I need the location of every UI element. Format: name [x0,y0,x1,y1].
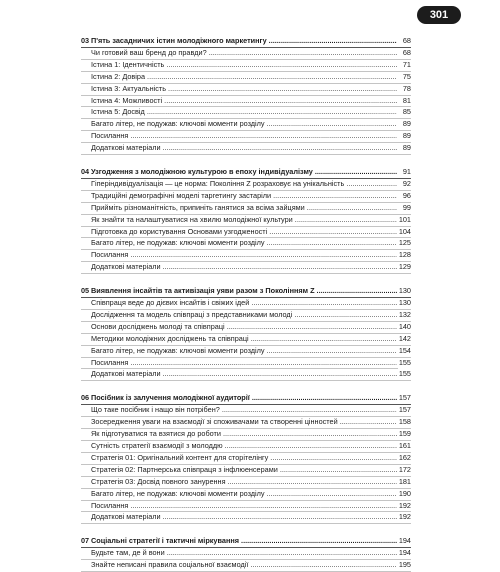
toc-entry-page: 155 [398,357,411,367]
page-number-badge: 301 [417,6,461,24]
toc-entry-page: 154 [398,345,411,355]
toc-entry-page: 101 [398,214,411,224]
chapter-heading[interactable] [81,284,411,298]
toc-entry[interactable] [81,369,411,381]
toc-entry-title: Істина 5: Досвід ..... [91,107,397,118]
toc-entry-page: 78 [402,83,411,93]
chapter-title: П'ять засадничих істин молодіжного маркетингу ..... [91,34,397,47]
toc-entry-page: 190 [398,488,411,498]
toc-entry-title: Додаткові матеріали ..... [91,512,397,523]
toc-entry-title: Багато літер, не подужав: ключові моменти розділу ..... [91,489,397,500]
toc-entry-title: Посилання ..... [91,131,397,142]
toc-entry[interactable] [81,262,411,274]
toc-entry[interactable] [81,322,411,334]
toc-entry[interactable] [81,298,411,310]
toc-entry-page: 162 [398,452,411,462]
toc-entry-page: 194 [398,548,411,558]
chapter-section [81,165,411,274]
chapter-section [81,391,411,524]
toc-entry-title: Що таке посібник і нащо він потрібен? ..... [91,405,397,416]
toc-entry-title: Істина 2: Довіра ..... [91,72,397,83]
chapter-title: Посібник із залучення молодіжної аудиторії ..... [91,391,397,404]
toc-entry-page: 130 [398,298,411,308]
toc-entry-title: Істина 3: Актуальність ..... [91,84,397,95]
toc-entry-title: Прийміть різноманітність, припиніть ганятися за всіма зайцями ..... [91,203,397,214]
toc-entry-page: 161 [398,441,411,451]
toc-entry[interactable] [81,143,411,155]
toc-entry-title: Посилання ..... [91,250,397,261]
toc-entry-title: Будьте там, де й вони ..... [91,548,397,559]
toc-entry[interactable] [81,501,411,513]
toc-entry-title: Зосередження уваги на взаємодії зі споживачами та створенні цінностей ..... [91,417,397,428]
toc-entry-title: Чи готовий ваш бренд до правди? ..... [91,48,397,59]
toc-entry-title: Багато літер, не подужав: ключові моменти розділу ..... [91,346,397,357]
toc-entry-title: Гіперіндивідуалізація — це норма: Покоління Z розраховує на унікальність ..... [91,179,397,190]
toc-entry-title: Як підготуватися та взятися до роботи ..... [91,429,397,440]
toc-entry[interactable] [81,417,411,429]
toc-entry[interactable] [81,238,411,250]
toc-entry[interactable] [81,131,411,143]
toc-entry[interactable] [81,227,411,239]
chapter-heading[interactable] [81,391,411,405]
chapter-number: 07 [81,536,90,546]
chapter-heading[interactable] [81,534,411,548]
toc-entry[interactable] [81,310,411,322]
toc-entry-page: 172 [398,464,411,474]
toc-entry-page: 92 [402,179,411,189]
toc-entry[interactable] [81,119,411,131]
toc-entry-title: Підготовка до користування Основами узгодженості ..... [91,227,397,238]
toc-entry-page: 75 [402,71,411,81]
toc-entry[interactable] [81,405,411,417]
toc-entry-page: 89 [402,119,411,129]
toc-entry-title: Стратегія 01: Оригінальний контент для сторітелінгу ..... [91,453,397,464]
chapter-page-number: 130 [398,286,411,296]
toc-entry-page: 125 [398,238,411,248]
toc-entry[interactable] [81,96,411,108]
chapter-section [81,284,411,381]
toc-entry-title: Істина 1: Ідентичність ..... [91,60,397,71]
toc-entry-page: 99 [402,202,411,212]
toc-entry[interactable] [81,477,411,489]
toc-entry-page: 181 [398,476,411,486]
chapter-page-number: 68 [402,36,411,45]
chapter-number: 03 [81,36,90,45]
toc-entry-page: 195 [398,560,411,570]
toc-entry-page: 158 [398,417,411,427]
toc-entry[interactable] [81,489,411,501]
toc-entry[interactable] [81,215,411,227]
toc-entry-page: 192 [398,512,411,522]
toc-entry-title: Багато літер, не подужав: ключові моменти розділу ..... [91,238,397,249]
toc-entry-title: Сутність стратегії взаємодії з молоддю ..... [91,441,397,452]
chapter-number: 05 [81,286,90,296]
toc-entry-page: 192 [398,500,411,510]
toc-entry[interactable] [81,48,411,60]
table-of-contents [81,34,411,572]
toc-entry-title: Стратегія 02: Партнерська співпраця з інфлюенсерами ..... [91,465,397,476]
toc-entry[interactable] [81,465,411,477]
chapter-title: Соціальні стратегії і тактичні міркування ..... [91,534,397,547]
toc-entry-page: 68 [402,48,411,57]
toc-entry-title: Основи досліджень молоді та співпраці ..... [91,322,397,333]
toc-entry[interactable] [81,560,411,572]
toc-entry[interactable] [81,429,411,441]
toc-entry-title: Як знайти та налаштуватися на хвилю молодіжної культури ..... [91,215,397,226]
toc-entry-title: Додаткові матеріали ..... [91,262,397,273]
toc-entry[interactable] [81,72,411,84]
toc-entry-title: Співпраця веде до дієвих інсайтів і свіжих ідей ..... [91,298,397,309]
toc-entry-page: 71 [402,59,411,69]
chapter-heading[interactable] [81,34,411,48]
chapter-section [81,34,411,155]
toc-entry-title: Додаткові матеріали ..... [91,369,397,380]
toc-entry-page: 85 [402,107,411,117]
toc-entry[interactable] [81,250,411,262]
toc-entry-title: Традиційні демографічні моделі таргетингу застаріли ..... [91,191,397,202]
toc-entry[interactable] [81,548,411,560]
toc-entry-title: Знайте неписані правила соціальної взаємодії ..... [91,560,397,571]
toc-entry[interactable] [81,191,411,203]
chapter-number: 04 [81,167,90,177]
toc-entry-page: 155 [398,369,411,379]
chapter-number: 06 [81,393,90,403]
chapter-title: Виявлення інсайтів та активізація уяви разом з Поколінням Z ..... [91,284,397,297]
toc-entry[interactable] [81,334,411,346]
toc-entry[interactable] [81,107,411,119]
toc-entry-title: Істина 4: Можливості ..... [91,96,397,107]
chapter-heading[interactable] [81,165,411,179]
toc-entry[interactable] [81,358,411,370]
chapter-title: Узгодження з молодіжною культурою в епоху індивідуалізму ..... [91,165,397,178]
toc-entry[interactable] [81,203,411,215]
toc-entry[interactable] [81,512,411,524]
toc-entry-page: 128 [398,250,411,260]
chapter-page-number: 157 [398,393,411,403]
toc-entry-title: Стратегія 03: Досвід повного занурення ..... [91,477,397,488]
toc-entry-page: 89 [402,143,411,153]
toc-entry-page: 81 [402,95,411,105]
toc-entry[interactable] [81,60,411,72]
toc-entry-title: Посилання ..... [91,358,397,369]
toc-entry[interactable] [81,453,411,465]
toc-entry-page: 157 [398,405,411,415]
toc-entry-page: 159 [398,429,411,439]
toc-entry-page: 132 [398,310,411,320]
toc-entry-title: Додаткові матеріали ..... [91,143,397,154]
toc-entry-title: Методики молодіжних досліджень та співпраці ..... [91,334,397,345]
toc-entry-page: 96 [402,190,411,200]
toc-entry[interactable] [81,179,411,191]
chapter-section [81,534,411,572]
toc-entry-page: 140 [398,321,411,331]
toc-entry-page: 89 [402,131,411,141]
toc-entry-page: 104 [398,226,411,236]
chapter-page-number: 91 [402,167,411,177]
toc-entry-page: 129 [398,262,411,272]
toc-entry-page: 142 [398,333,411,343]
toc-entry[interactable] [81,84,411,96]
toc-entry[interactable] [81,441,411,453]
toc-entry-title: Дослідження та модель співпраці з представниками молоді ..... [91,310,397,321]
toc-entry[interactable] [81,346,411,358]
toc-entry-title: Багато літер, не подужав: ключові моменти розділу ..... [91,119,397,130]
chapter-page-number: 194 [398,536,411,546]
toc-entry-title: Посилання ..... [91,501,397,512]
